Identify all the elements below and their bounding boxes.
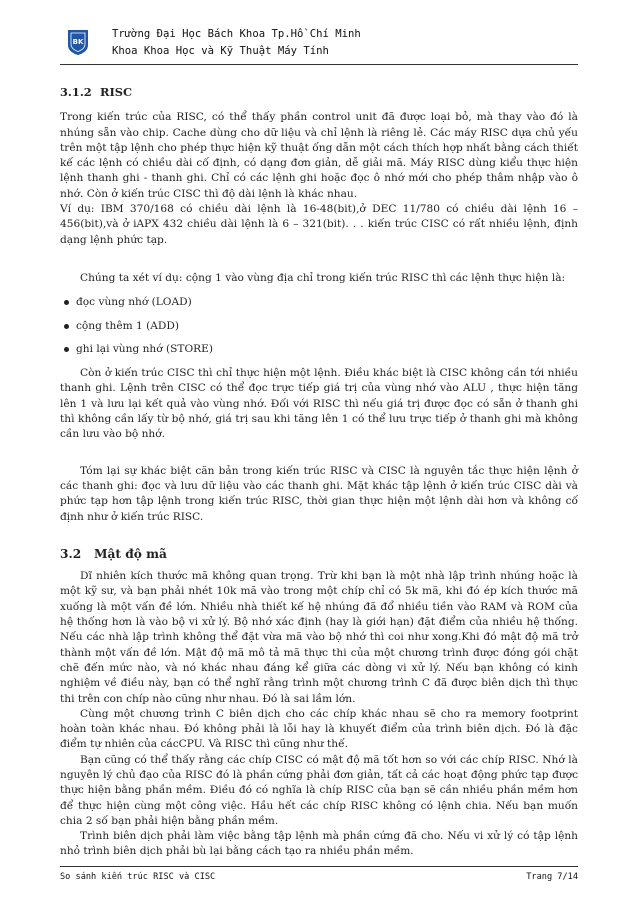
list-item: đọc vùng nhớ (LOAD) (60, 295, 578, 310)
page-number: Trang 7/14 (526, 872, 578, 882)
paragraph: Còn ở kiến trúc CISC thì chỉ thực hiện một lệnh. Điều khác biệt là CISC không cần tới nhiều thanh ghi. Lệnh trên CISC có thể đọc trực tiếp giá trị của vùng nhớ vào ALU , thực hiện tăng lên 1 và lưu lại kết quả vào vùng nhớ. Đối với RISC thì nếu giá trị được đọc có sẵn ở thanh ghi thì không cần lấy từ bộ nhớ, giá trị sau khi tăng lên 1 có thể lưu trực tiếp ở thanh ghi mà không cần lưu vào bộ nhớ. (60, 367, 578, 441)
paragraph: Dĩ nhiên kích thước mã không quan trọng. Trừ khi bạn là một nhà lập trình nhúng hoặc là một kỹ sư, và bạn phải nhét 10k mã vào trong một chíp chỉ có 5k mã, khi đó ép kích thước mã xuống là một vấn đề lớn. Nhiều nhà thiết kế hệ nhúng đã đổ nhiều tiền vào RAM và ROM của hệ thống hơn là vào bộ vi xử lý. Bộ nhớ xác định (hay là giới hạn) đặt điểm của nhiều hệ thống. Nếu các nhà lập trình không thể đặt vừa mã vào bộ nhớ thì coi như xong.Khi đó mật độ mã trở thành một vấn đề lớn. Mật độ mã mô tả mã thực thi của một chương trình được đóng gói chặt chẽ đến mức nào, và nó khác nhau đáng kể giữa các dòng vi xử lý. Nếu bạn không có kinh nghiệm về điều này, bạn có thể nghĩ rằng trình một chương trình C đã được biên dịch thì thực thi trên con chíp nào cũng như nhau. Đó là sai lầm lớn. (60, 570, 578, 705)
bullet-icon (64, 300, 69, 305)
list-item: ghi lại vùng nhớ (STORE) (60, 342, 578, 357)
footer-rule (60, 866, 578, 867)
paragraph: Trình biên dịch phải làm việc bằng tập lệnh mà phần cứng đã cho. Nếu vi xử lý có tập lệnh nhỏ trình biên dịch phải bù lại bằng cách tạo ra nhiều phần mềm. (60, 830, 578, 858)
bullet-list (60, 295, 578, 357)
page-footer (60, 872, 578, 882)
page-content (60, 76, 578, 860)
header-faculty: Khoa Khoa Học và Kỹ Thuật Máy Tính (112, 45, 329, 57)
section-title: Mật độ mã (94, 546, 167, 561)
header-university: Trường Đại Học Bách Khoa Tp.Hồ Chí Minh (112, 28, 361, 40)
section-title: RISC (100, 85, 133, 99)
paragraph: Chúng ta xét ví dụ: cộng 1 vào vùng địa chỉ trong kiến trúc RISC thì các lệnh thực hiện là: (80, 271, 566, 284)
footer-title: So sánh kiến trúc RISC và CISC (60, 872, 216, 882)
section-heading-312 (60, 85, 578, 100)
section-heading-32 (60, 547, 578, 562)
section-number: 3.2 (60, 546, 82, 561)
spacer (60, 443, 578, 464)
page-header (60, 22, 578, 64)
bullet-icon (64, 324, 69, 329)
header-text (112, 26, 361, 60)
bullet-icon (64, 347, 69, 352)
list-item: cộng thêm 1 (ADD) (60, 319, 578, 334)
paragraph: Tóm lại sự khác biệt căn bản trong kiến trúc RISC và CISC là nguyên tắc thực hiện lệnh ở các thanh ghi: đọc và lưu dữ liệu vào các thanh ghi. Mặt khác tập lệnh ở kiến trúc CISC dài và phức tạp hơn tập lệnh trong kiến trúc RISC, thời gian thực hiện một lệnh dài hơn và không cố định như ở kiến trúc RISC. (60, 464, 578, 523)
spacer (60, 248, 578, 271)
paragraph: Ví dụ: IBM 370/168 có chiều dài lệnh là 16-48(bit),ở DEC 11/780 có chiều dài lệnh 16 – 456(bit),và ở iAPX 432 chiều dài lệnh là 6 – 321(bit). . . kiến trúc CISC có rất nhiều lệnh, định dạng lệnh phức tạp. (60, 203, 578, 246)
university-logo-icon (66, 28, 90, 56)
logo-text: BK (72, 38, 84, 46)
paragraph: Bạn cũng có thể thấy rằng các chíp CISC có mật độ mã tốt hơn so với các chíp RISC. Nhớ là nguyên lý chủ đạo của RISC đó là phần cứng phải đơn giản, tất cả các hoạt động phức tạp được thực hiện bằng phần mềm. Điều đó có nghĩa là chíp RISC của bạn sẽ cần nhiều phần mềm hơn để thực hiện cùng một công việc. Hầu hết các chíp RISC không có lệnh chia. Nếu bạn muốn chia 2 số bạn phải hiện bằng phần mềm. (60, 753, 578, 827)
section-number: 3.1.2 (60, 85, 92, 99)
header-rule (60, 64, 578, 65)
paragraph: Cùng một chương trình C biên dịch cho các chíp khác nhau sẽ cho ra memory footprint hoàn toàn khác nhau. Đó không phải là lỗi hay là khuyết điểm của trình biên dịch. Đó là đặc điểm tự nhiên của cácCPU. Và RISC thì cũng như thế. (60, 707, 578, 751)
paragraph: Trong kiến trúc của RISC, có thể thấy phần control unit đã được loại bỏ, mà thay vào đó là nhúng sẵn vào chip. Cache dùng cho dữ liệu và chỉ lệnh là riêng lẻ. Các máy RISC dựa chủ yếu trên một tập lệnh cho phép thực hiện kỹ thuật ống dẫn một cách thích hợp nhất bằng cách thiết kế các lệnh có chiều dài cố định, có dạng đơn giản, dễ giải mã. Máy RISC dùng kiểu thực hiện lệnh thanh ghi - thanh ghi. Chỉ có các lệnh ghi hoặc đọc ô nhớ mới cho phép thâm nhập vào ô nhớ. Còn ở kiến trúc CISC thì độ dài lệnh là khác nhau. (60, 111, 578, 200)
